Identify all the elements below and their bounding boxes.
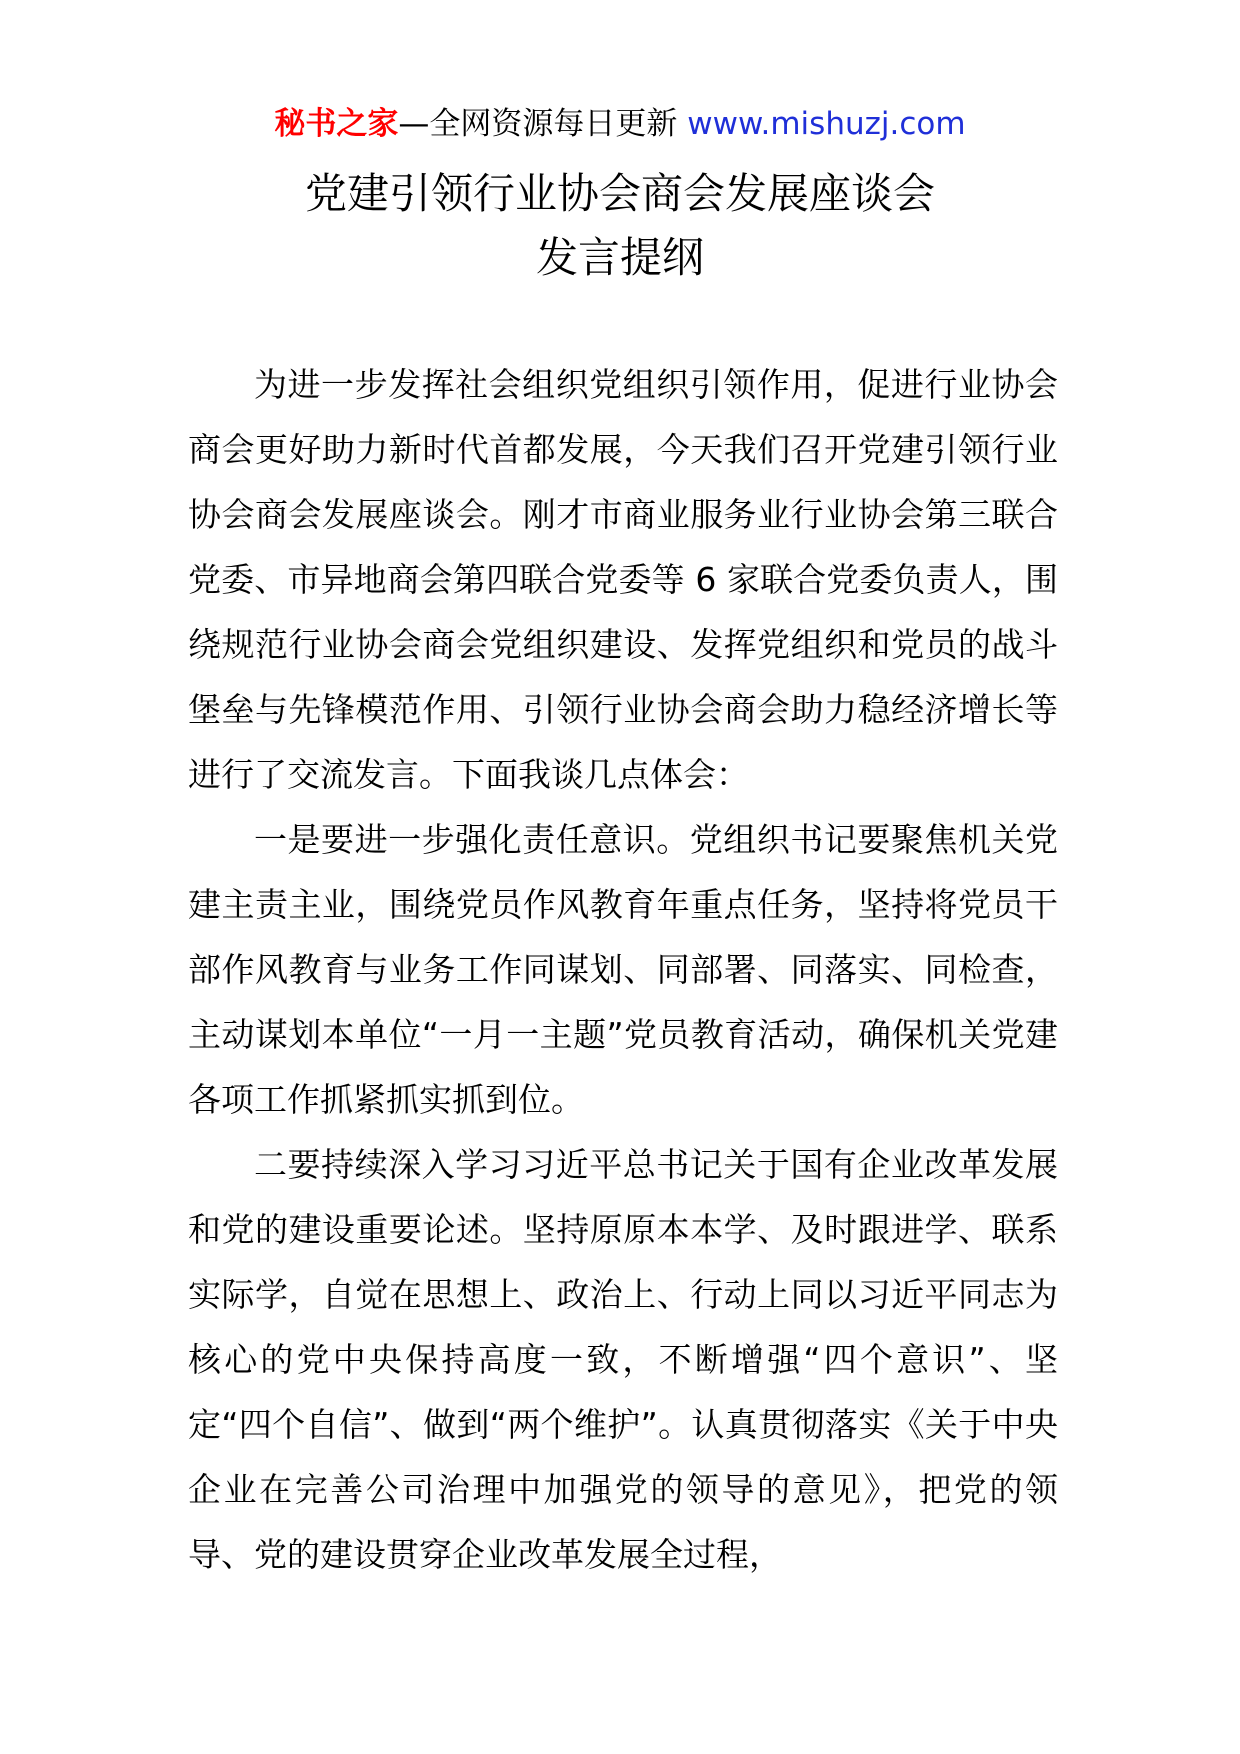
document-title: 党建引领行业协会商会发展座谈会	[304, 169, 935, 218]
brand-name: 秘书之家	[274, 106, 399, 142]
paragraph-intro: 为进一步发挥社会组织党组织引领作用，促进行业协会商会更好助力新时代首都发展，今天我们召开党建引领行业协会商会发展座谈会。刚才市商业服务业行业协会第三联合党委、市异地商会第四联合党委等 6 家联合党委负责人，围绕规范行业协会商会党组织建设、发挥党组织和党员的战斗堡垒与先锋模范作用、引领行业协会商会助力稳经济增长等进行了交流发言。下面我谈几点体会：	[188, 365, 1058, 794]
site-url[interactable]: www.mishuzj.com	[687, 106, 966, 142]
document-subtitle: 发言提纲	[535, 233, 704, 282]
document-body	[188, 352, 1058, 1587]
paragraph-point-two: 二要持续深入学习习近平总书记关于国有企业改革发展和党的建设重要论述。坚持原原本本学、及时跟进学、联系实际学，自觉在思想上、政治上、行动上同以习近平同志为核心的党中央保持高度一致，不断增强“四个意识”、坚定“四个自信”、做到“两个维护”。认真贯彻落实《关于中央企业在完善公司治理中加强党的领导的意见》，把党的领导、党的建设贯穿企业改革发展全过程，	[188, 1145, 1058, 1574]
banner-slogan: —全网资源每日更新	[398, 106, 678, 142]
paragraph-point-one: 一是要进一步强化责任意识。党组织书记要聚焦机关党建主责主业，围绕党员作风教育年重点任务，坚持将党员干部作风教育与业务工作同谋划、同部署、同落实、同检查，主动谋划本单位“一月一主题”党员教育活动，确保机关党建各项工作抓紧抓实抓到位。	[188, 820, 1058, 1119]
site-banner	[0, 104, 1240, 144]
